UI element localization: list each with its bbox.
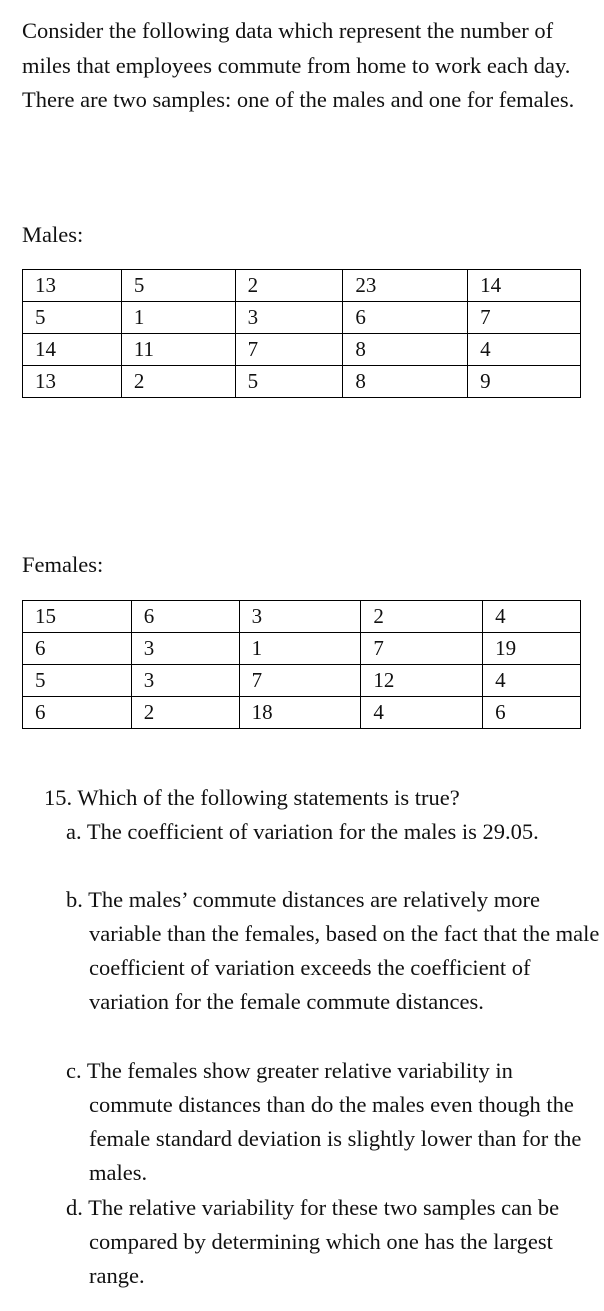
- table-cell: 3: [131, 665, 239, 697]
- table-cell: 3: [239, 601, 361, 633]
- table-cell: 9: [468, 366, 581, 398]
- table-cell: 5: [235, 366, 343, 398]
- table-cell: 6: [483, 697, 581, 729]
- table-cell: 8: [343, 334, 468, 366]
- males-table: [22, 269, 581, 398]
- table-cell: 3: [235, 302, 343, 334]
- table-cell: 11: [121, 334, 235, 366]
- table-cell: 7: [239, 665, 361, 697]
- table-cell: 5: [23, 302, 122, 334]
- table-cell: 3: [131, 633, 239, 665]
- option-b: b. The males’ commute distances are relatively more variable than the females, based on the fact that the male coefficient of variation exceeds the coefficient of variation for the female commute distances.: [66, 887, 600, 1014]
- table-row: [23, 601, 581, 633]
- table-cell: 15: [23, 601, 132, 633]
- table-cell: 5: [121, 270, 235, 302]
- option-a: a. The coefficient of variation for the males is 29.05.: [66, 819, 539, 844]
- table-cell: 7: [361, 633, 483, 665]
- table-cell: 4: [483, 601, 581, 633]
- table-cell: 4: [361, 697, 483, 729]
- females-label: Females:: [22, 552, 104, 577]
- table-cell: 5: [23, 665, 132, 697]
- table-row: [23, 366, 581, 398]
- table-cell: 18: [239, 697, 361, 729]
- option-c: c. The females show greater relative variability in commute distances than do the males even though the female standard deviation is slightly lower than for the males.: [66, 1058, 582, 1185]
- table-cell: 19: [483, 633, 581, 665]
- table-cell: 4: [483, 665, 581, 697]
- table-cell: 14: [23, 334, 122, 366]
- table-cell: 13: [23, 366, 122, 398]
- table-cell: 4: [468, 334, 581, 366]
- table-cell: 12: [361, 665, 483, 697]
- table-cell: 6: [343, 302, 468, 334]
- table-cell: 14: [468, 270, 581, 302]
- table-cell: 2: [361, 601, 483, 633]
- table-cell: 6: [131, 601, 239, 633]
- table-row: [23, 633, 581, 665]
- table-cell: 23: [343, 270, 468, 302]
- table-row: [23, 665, 581, 697]
- table-cell: 2: [121, 366, 235, 398]
- table-cell: 7: [468, 302, 581, 334]
- table-cell: 1: [121, 302, 235, 334]
- females-table: [22, 600, 581, 729]
- intro-paragraph: Consider the following data which represent the number of miles that employees commute from home to work each day. There are two samples: one of the males and one for females.: [22, 18, 575, 112]
- table-cell: 2: [131, 697, 239, 729]
- question-stem: 15. Which of the following statements is true?: [44, 785, 460, 810]
- table-cell: 13: [23, 270, 122, 302]
- table-row: [23, 270, 581, 302]
- table-cell: 6: [23, 697, 132, 729]
- table-row: [23, 334, 581, 366]
- table-cell: 1: [239, 633, 361, 665]
- table-cell: 8: [343, 366, 468, 398]
- table-cell: 7: [235, 334, 343, 366]
- table-row: [23, 697, 581, 729]
- males-label: Males:: [22, 222, 84, 247]
- table-cell: 6: [23, 633, 132, 665]
- table-row: [23, 302, 581, 334]
- option-d: d. The relative variability for these two samples can be compared by determining which one has the largest range.: [66, 1195, 560, 1288]
- table-cell: 2: [235, 270, 343, 302]
